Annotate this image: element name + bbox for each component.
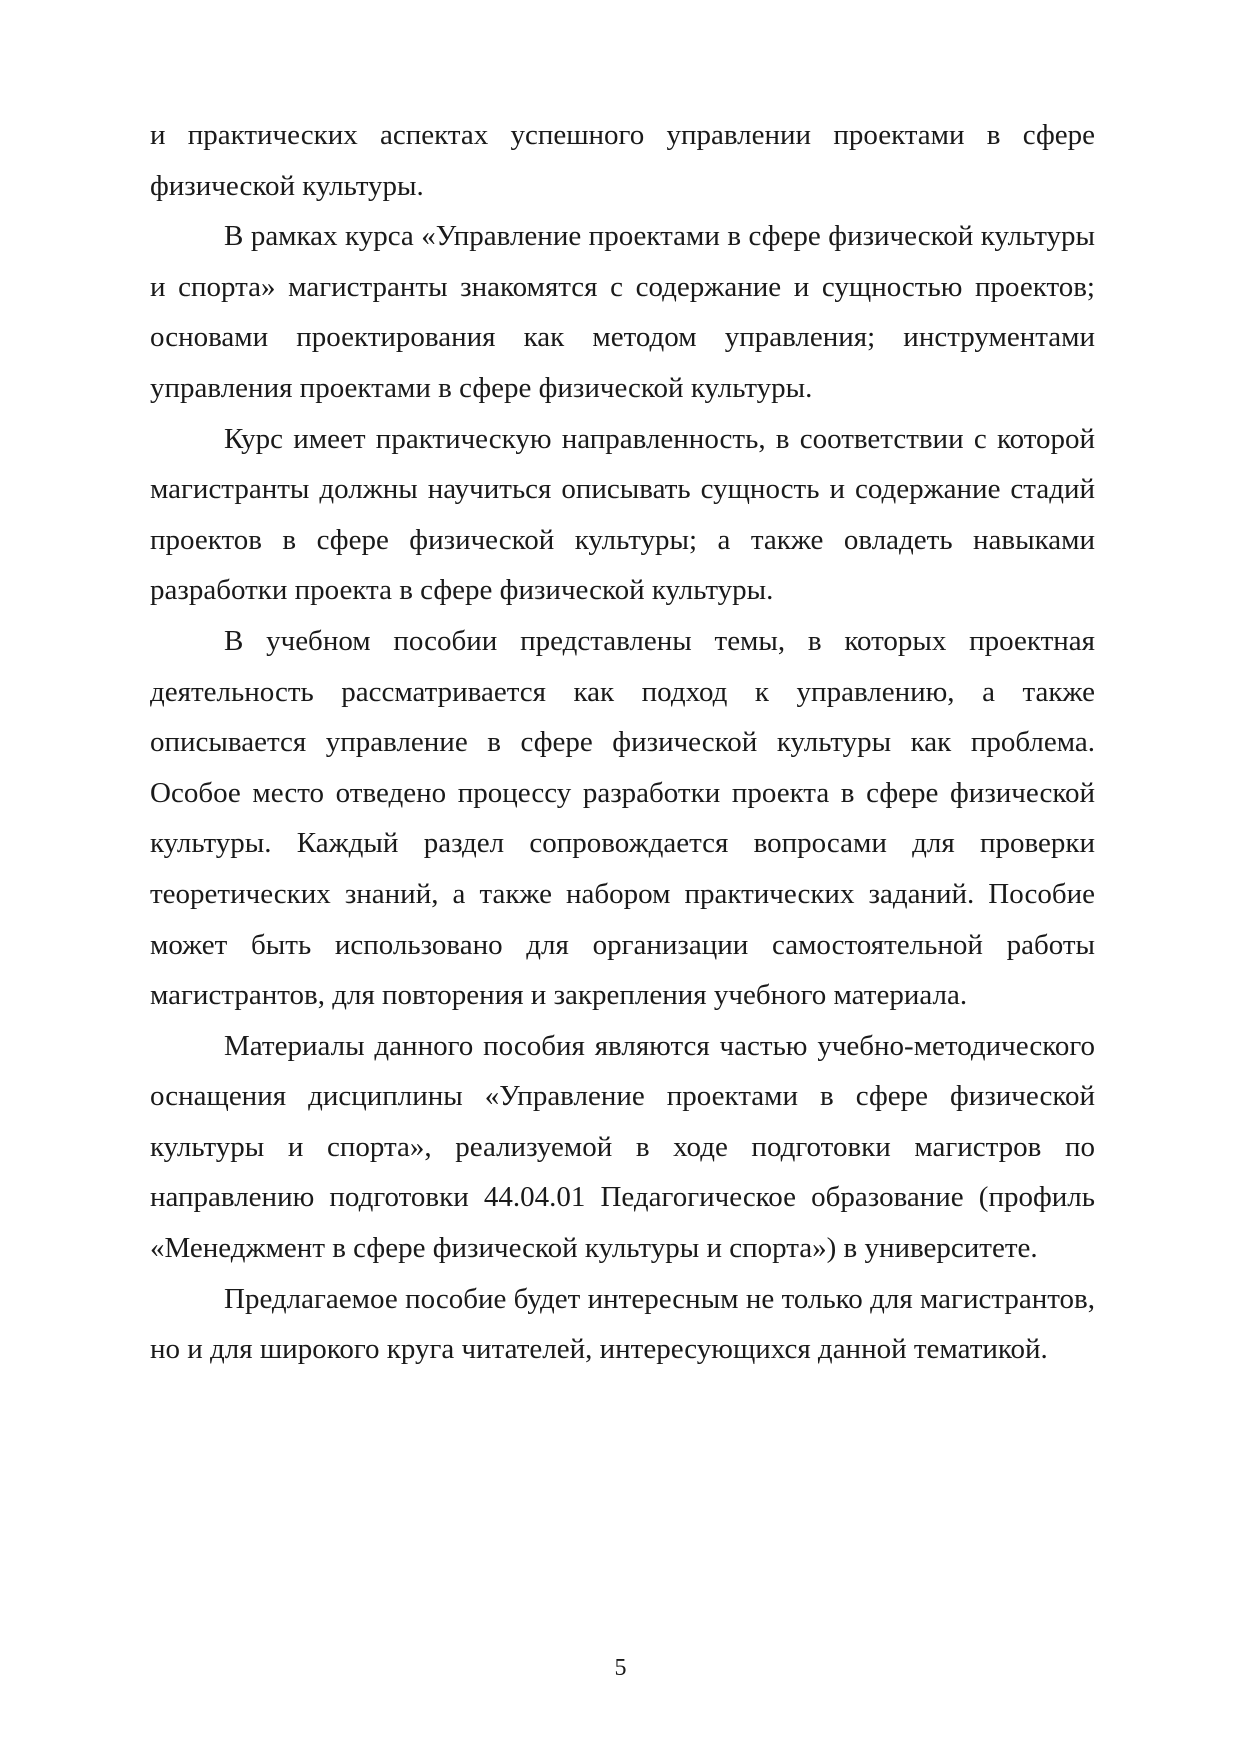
paragraph-continuation: и практических аспектах успешного управлении проектами в сфере физической культуры. bbox=[150, 119, 1095, 202]
paragraph-materials: Материалы данного пособия являются частью учебно-методического оснащения дисциплины «Управление проектами в сфере физической культуры и спорта», реализуемой в ходе подготовки магистров по направлению подготовки 44.04.01 Педагогическое образование (профиль «Менеджмент в сфере физической культуры и спорта») в университете. bbox=[150, 1029, 1095, 1265]
page-number: 5 bbox=[614, 1655, 627, 1681]
paragraph-course-practice: Курс имеет практическую направленность, в соответствии с которой магистранты должны научиться описывать сущность и содержание стадий проектов в сфере физической культуры; а также овладеть навыками разработки проекта в сфере физической культуры. bbox=[150, 422, 1095, 607]
paragraph-course-content: В рамках курса «Управление проектами в сфере физической культуры и спорта» магистранты знакомятся с содержание и сущностью проектов; основами проектирования как методом управления; инструментами управления проектами в сфере физической культуры. bbox=[150, 220, 1095, 404]
paragraph-audience: Предлагаемое пособие будет интересным не только для магистрантов, но и для широкого круга читателей, интересующихся данной тематикой. bbox=[150, 1282, 1095, 1366]
page-body bbox=[150, 110, 1095, 1375]
paragraph-manual-topics: В учебном пособии представлены темы, в которых проектная деятельность рассматривается как подход к управлению, а также описывается управление в сфере физической культуры как проблема. Особое место отведено процессу разработки проекта в сфере физической культуры. Каждый раздел сопровождается вопросами для проверки теоретических знаний, а также набором практических заданий. Пособие может быть использовано для организации самостоятельной работы магистрантов, для повторения и закрепления учебного материала. bbox=[150, 624, 1095, 1012]
